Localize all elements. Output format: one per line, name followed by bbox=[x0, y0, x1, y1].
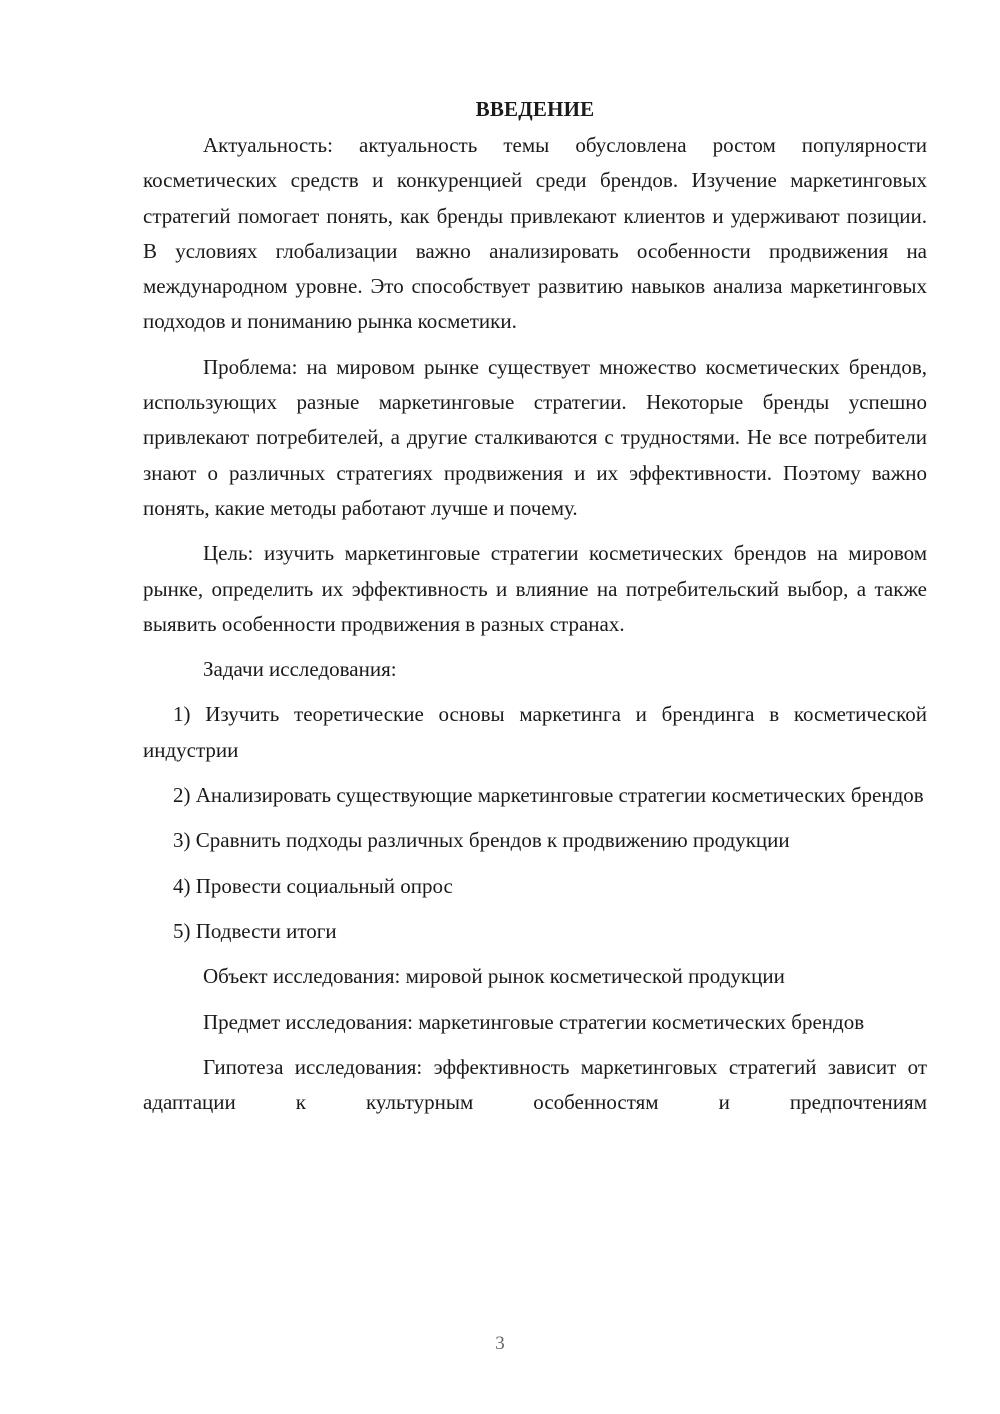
task-item-4: 4) Провести социальный опрос bbox=[173, 873, 453, 898]
paragraph-subject: Предмет исследования: маркетинговые стратегии косметических брендов bbox=[203, 1009, 865, 1034]
page-number: 3 bbox=[495, 1333, 505, 1354]
paragraph-object: Объект исследования: мировой рынок косметической продукции bbox=[203, 964, 785, 989]
task-item-5: 5) Подвести итоги bbox=[173, 918, 337, 943]
tasks-title: Задачи исследования: bbox=[203, 657, 397, 682]
task-item-3: 3) Сравнить подходы различных брендов к продвижению продукции bbox=[173, 828, 790, 853]
paragraph-goal: Цель: изучить маркетинговые стратегии косметических брендов на мировом рынке, определить их эффективность и влияние на потребительский выбор, а также выявить особенности продвижения в разных странах. bbox=[143, 541, 927, 636]
paragraph-problem: Проблема: на мировом рынке существует множество косметических брендов, использующих разные маркетинговые стратегии. Некоторые бренды успешно привлекают потребителей, а другие сталкиваются с трудностями. Не все потребители знают о различных стратегиях продвижения и их эффективности. Поэтому важно понять, какие методы работают лучше и почему. bbox=[143, 354, 927, 520]
document-page bbox=[143, 92, 927, 1120]
section-heading: ВВЕДЕНИЕ bbox=[475, 97, 595, 121]
paragraph-hypothesis: Гипотеза исследования: эффективность маркетинговых стратегий зависит от адаптации к культурным особенностям и предпочтениям bbox=[143, 1054, 927, 1115]
paragraph-relevance: Актуальность: актуальность темы обусловлена ростом популярности косметических средств и конкуренцией среди брендов. Изучение маркетинговых стратегий помогает понять, как бренды привлекают клиентов и удерживают позиции. В условиях глобализации важно анализировать особенности продвижения на международном уровне. Это способствует развитию навыков анализа маркетинговых подходов и пониманию рынка косметики. bbox=[143, 133, 927, 334]
task-item-2: 2) Анализировать существующие маркетинговые стратегии косметических брендов bbox=[173, 783, 924, 808]
task-item-1: 1) Изучить теоретические основы маркетинга и брендинга в косметической индустрии bbox=[143, 702, 927, 762]
